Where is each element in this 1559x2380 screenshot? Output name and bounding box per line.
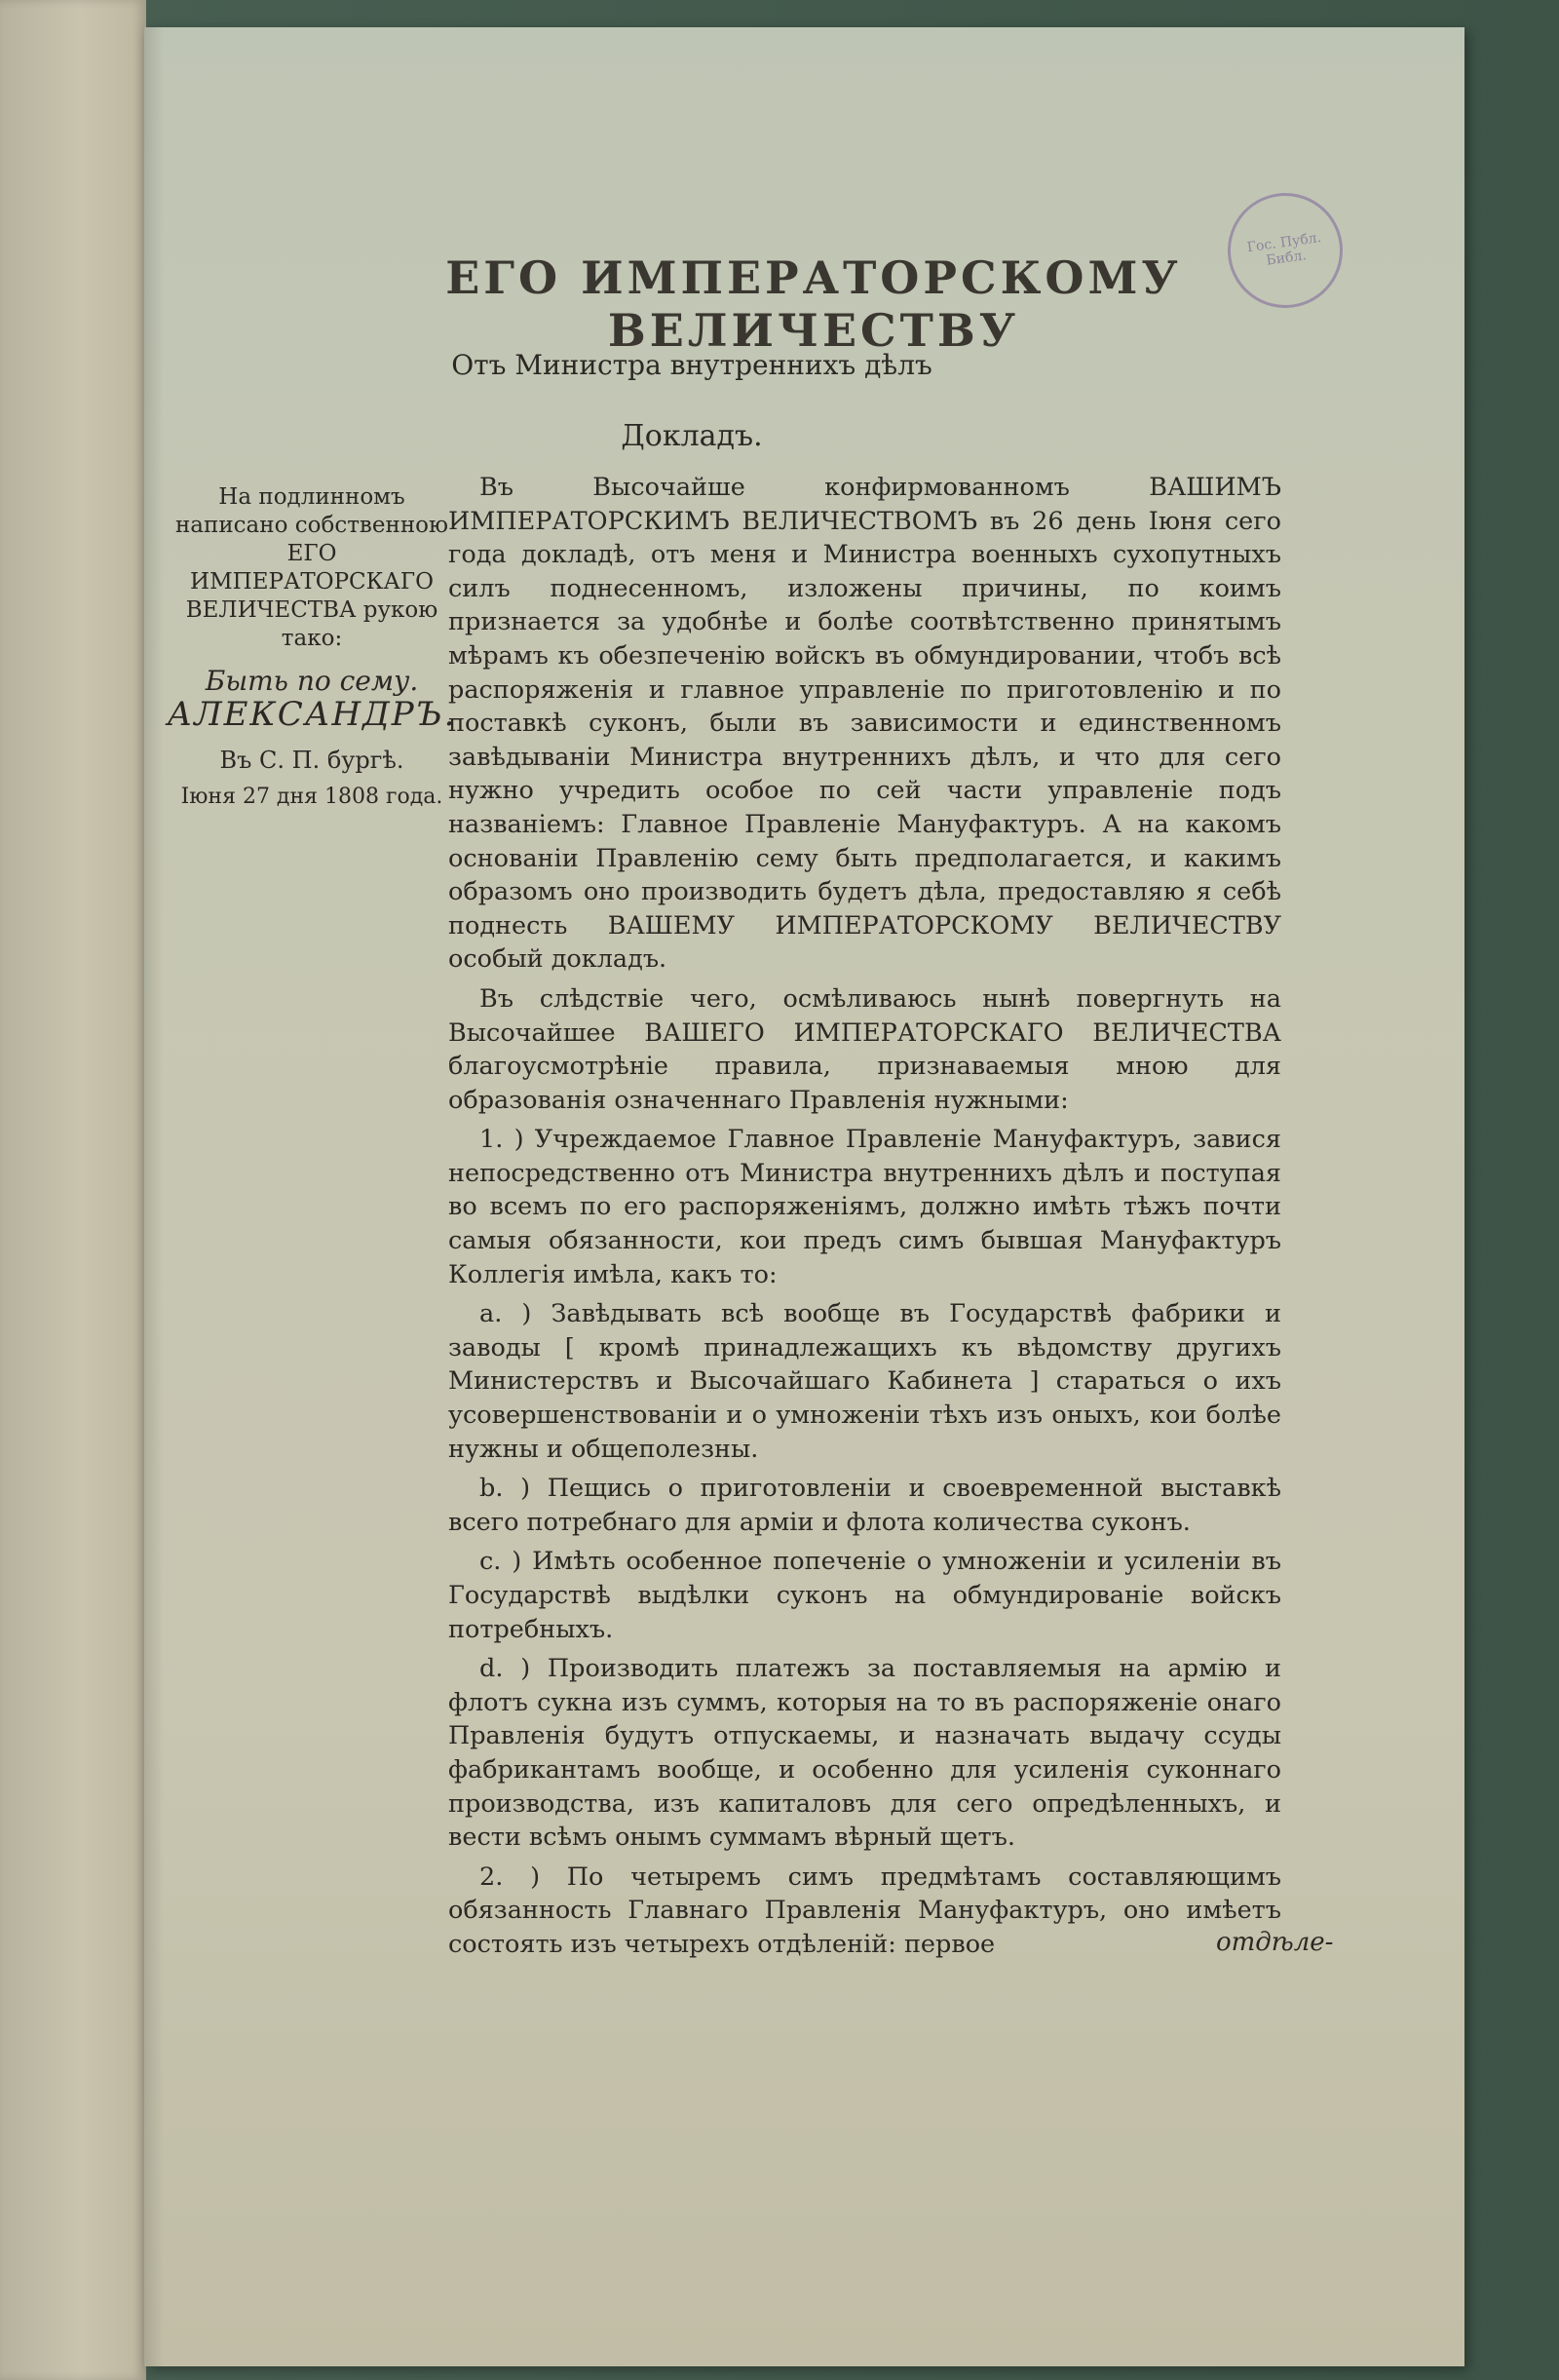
- page-subtitle: Отъ Министра внутреннихъ дѣлъ: [451, 349, 932, 381]
- left-page-edge: [0, 0, 146, 2380]
- report-heading: Докладъ.: [621, 419, 763, 453]
- numbered-item: 2. ) По четыремъ симъ предмѣтамъ составляющимъ обязанность Главнаго Правленія Мануфактуръ, оно имѣетъ состоять изъ четырехъ отдѣленій: первое: [448, 1862, 1281, 1959]
- numbered-item: 1. ) Учреждаемое Главное Правленіе Мануфактуръ, завися непосредственно отъ Министра внутреннихъ дѣлъ и поступая во всемъ по его распоряженіямъ, должно имѣть тѣжъ почти самыя обязанности, кои предъ симъ бывшая Мануфактуръ Коллегія имѣла, какъ то:: [448, 1125, 1281, 1289]
- margin-note-date: Іюня 27 дня 1808 года.: [180, 785, 443, 809]
- lettered-item: b. ) Пещись о приготовленіи и своевременной выставкѣ всего потребнаго для арміи и флота количества суконъ.: [448, 1474, 1281, 1537]
- margin-note: [166, 483, 458, 811]
- margin-note-text: На подлинномъ написано собственною ЕГО ИМПЕРАТОРСКАГО ВЕЛИЧЕСТВА рукою тако:: [174, 484, 449, 651]
- stamp-text: Гос. Публ. Библ.: [1245, 229, 1322, 269]
- imperial-resolution: Быть по сему.: [205, 665, 419, 697]
- lettered-item: с. ) Имѣть особенное попеченіе о умноженіи и усиленіи въ Государствѣ выдѣлки суконъ на обмундированіе войскъ потребныхъ.: [448, 1547, 1281, 1644]
- imperial-signature: АЛЕКСАНДРЪ.: [167, 695, 457, 734]
- lettered-item: d. ) Производить платежъ за поставляемыя на армію и флотъ сукна изъ суммъ, которыя на то въ распоряженіе онаго Правленія будутъ отпускаемы, и назначать выдачу ссуды фабрикантамъ вообще, и особенно для усиленія суконнаго производства, изъ капиталовъ для сего опредѣленныхъ, и вести всѣмъ онымъ суммамъ вѣрный щетъ.: [448, 1654, 1281, 1853]
- lettered-item: а. ) Завѣдывать всѣ вообще въ Государствѣ фабрики и заводы [ кромѣ принадлежащихъ къ вѣдомству другихъ Министерствъ и Высочайшаго Кабинета ] стараться о ихъ усовершенствованіи и о умноженіи тѣхъ изъ оныхъ, кои болѣе нужны и общеполезны.: [448, 1299, 1281, 1464]
- margin-note-place: Въ С. П. бургѣ.: [219, 747, 404, 774]
- page-title: ЕГО ИМПЕРАТОРСКОМУ ВЕЛИЧЕСТВУ: [445, 251, 1182, 357]
- document-page: [144, 27, 1464, 2366]
- paragraph: Въ слѣдствіе чего, осмѣливаюсь нынѣ повергнуть на Высочайшее ВАШЕГО ИМПЕРАТОРСКАГО ВЕЛИЧЕСТВА благоусмотрѣніе правила, признаваемыя мною для образованія означеннаго Правленія нужными:: [448, 983, 1281, 1115]
- page-edge-shadow: [144, 27, 164, 2366]
- paragraph: Въ Высочайше конфирмованномъ ВАШИМЪ ИМПЕРАТОРСКИМЪ ВЕЛИЧЕСТВОМЪ въ 26 день Іюня сего года докладѣ, отъ меня и Министра военныхъ сухопутныхъ силъ поднесенномъ, изложены причины, по коимъ признается за удобнѣе и болѣе соотвѣтственно принятымъ мѣрамъ къ обезпеченію войскъ въ обмундировании, чтобъ всѣ распоряженія и главное управленіе по приготовленію и по поставкѣ суконъ, были въ зависимости и единственномъ завѣдываніи Министра внутреннихъ дѣлъ, и что для сего нужно учредить особое по сей части управленіе подъ названіемъ: Главное Правленіе Мануфактуръ. А на какомъ основаніи Правленію сему быть предполагается, и какимъ образомъ оно производить будетъ дѣла, предоставляю я себѣ поднесть ВАШЕМУ ИМПЕРАТОРСКОМУ ВЕЛИЧЕСТВУ особый докладъ.: [448, 473, 1281, 975]
- catchword: отдѣле-: [1216, 1928, 1334, 1957]
- report-body: [448, 471, 1281, 1968]
